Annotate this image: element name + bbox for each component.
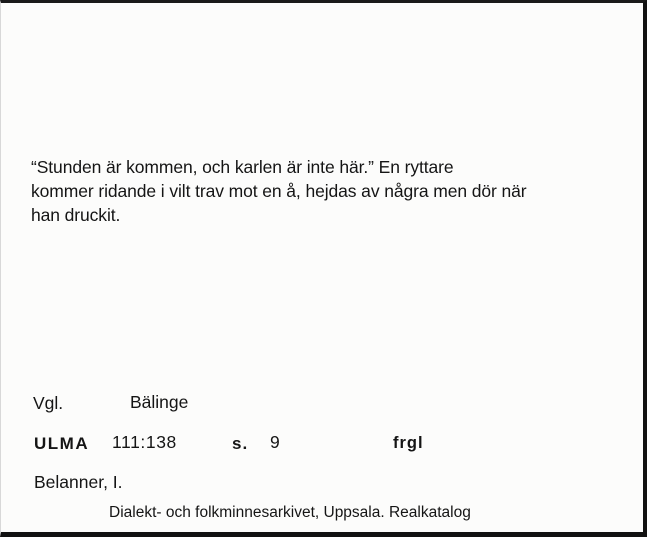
- description-line: “Stunden är kommen, och karlen är inte här.” En ryttare: [31, 157, 454, 177]
- archive-footer: Dialekt- och folkminnesarkivet, Uppsala. Realkatalog: [109, 504, 471, 521]
- page-number: 9: [270, 432, 280, 452]
- place-name: Bälinge: [130, 392, 189, 412]
- genre-code: frgl: [393, 434, 424, 452]
- page-label: s.: [232, 434, 249, 453]
- card-description: [31, 155, 621, 227]
- archive-code: ULMA: [34, 434, 90, 453]
- archive-number: 111:138: [112, 432, 177, 452]
- vgl-label: Vgl.: [33, 393, 64, 413]
- description-line: han druckit.: [31, 205, 121, 225]
- collector-name: Belanner, I.: [34, 472, 123, 492]
- description-line: kommer ridande i vilt trav mot en å, hejdas av några men dör när: [31, 181, 527, 201]
